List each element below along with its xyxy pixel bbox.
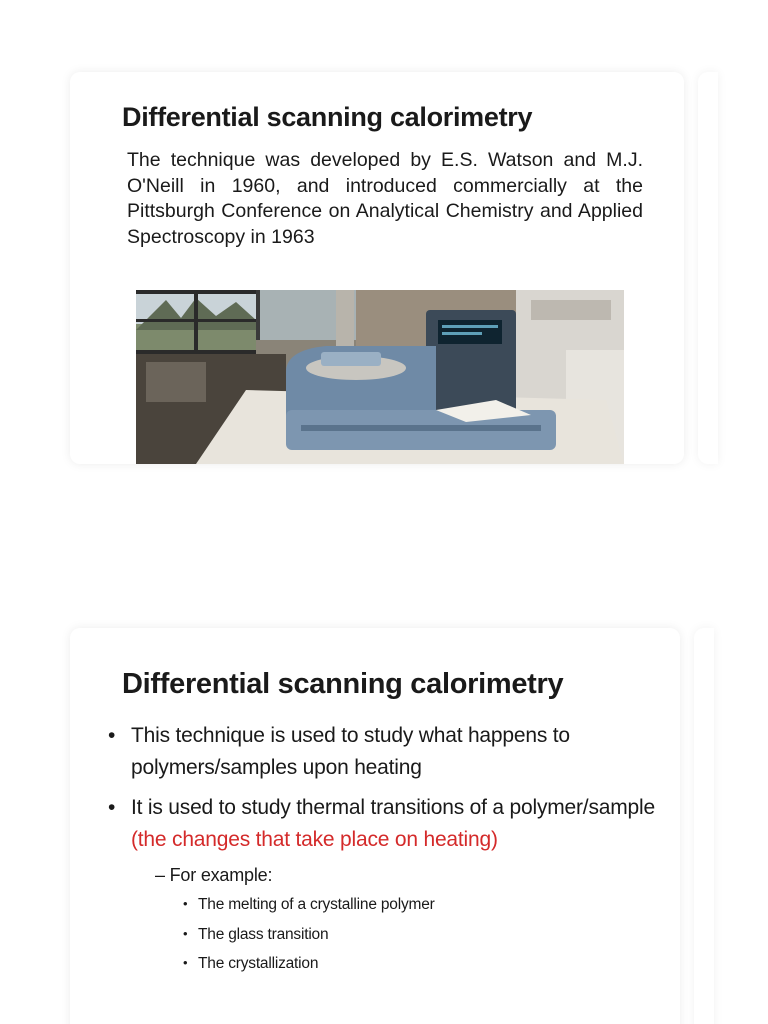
intro-paragraph: The technique was developed by E.S. Watson and M.J. O'Neill in 1960, and introduced commercially at the Pittsburgh Conference on Analytical Chemistry and Applied Spectroscopy in 1963 [127, 149, 643, 249]
example-list [131, 890, 678, 979]
bullet-item [108, 792, 678, 979]
bullet-list [108, 720, 678, 987]
example-item: • The crystallization [183, 949, 678, 979]
highlight-text: (the changes that take place on heating) [131, 828, 498, 851]
bullet-text: This technique is used to study what happens to polymers/samples upon heating [131, 724, 570, 779]
slide-title: Differential scanning calorimetry [122, 668, 564, 700]
next-slide-edge [698, 72, 718, 464]
slide-title: Differential scanning calorimetry [122, 102, 533, 132]
slide-1 [70, 72, 684, 464]
example-label: – For example: [155, 865, 273, 885]
slide-2 [70, 628, 680, 1024]
dsc-instrument-photo [136, 290, 624, 464]
next-slide-edge [694, 628, 714, 1024]
example-item: • The glass transition [183, 920, 678, 950]
example-item: • The melting of a crystalline polymer [183, 890, 678, 920]
bullet-text: It is used to study thermal transitions of a polymer/sample [131, 796, 655, 819]
bullet-item [108, 720, 678, 784]
